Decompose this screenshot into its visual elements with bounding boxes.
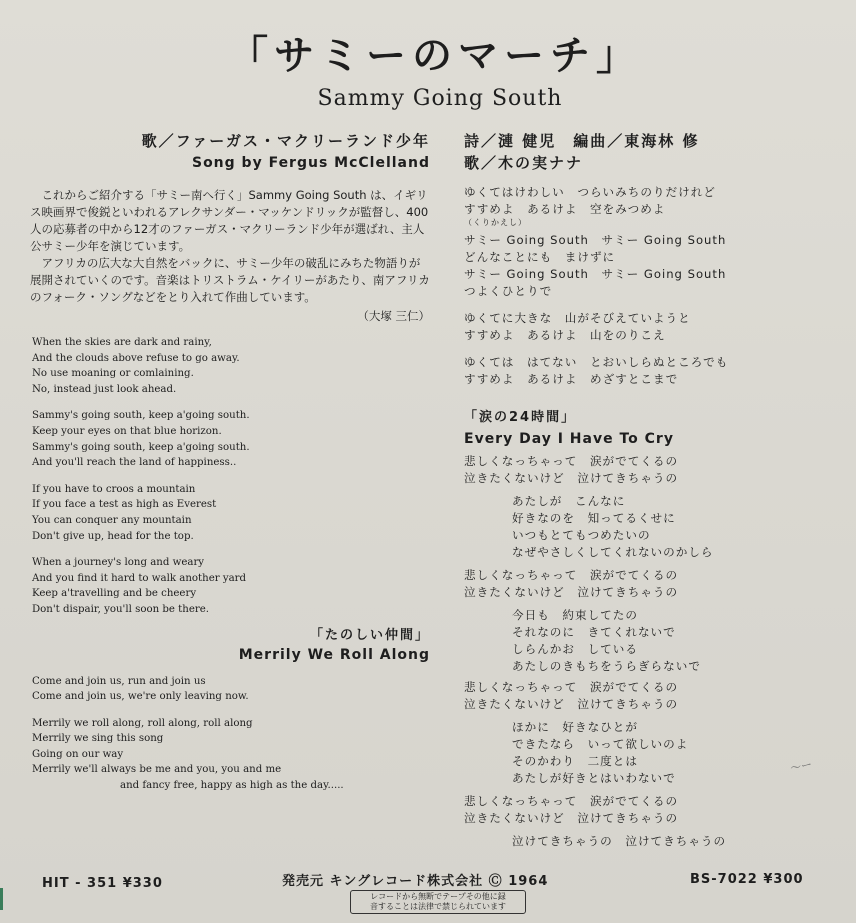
stanza — [464, 607, 834, 675]
notice-line: レコードから無断でテープその他に録 — [370, 892, 506, 901]
lyric-line: 泣きたくないけど 泣けてきちゃうの — [464, 697, 679, 711]
lyric-line: すすめよ あるけよ 山をのりこえ — [464, 328, 666, 342]
stanza — [464, 793, 834, 827]
copyright-notice — [350, 890, 526, 914]
song-title-every-day: Every Day I Have To Cry — [464, 431, 674, 447]
lyric-line: 泣けてきちゃうの 泣けてきちゃうの — [512, 834, 727, 848]
catalog-number-left: HIT - 351 ¥330 — [42, 876, 163, 891]
lyric-line: Merrily we'll always be me and you, you and me — [32, 764, 282, 776]
lyric-line: And you find it hard to walk another yard — [32, 572, 247, 584]
stanza — [464, 567, 834, 601]
lyric-line: しらんかお している — [512, 642, 638, 656]
lyric-line: Don't dispair, you'll soon be there. — [32, 603, 209, 615]
lyric-line: No use moaning or comlaining. — [32, 368, 194, 380]
lyric-line: Going on our way — [32, 748, 124, 760]
stanza — [32, 482, 430, 544]
lyricist-arranger-credit: 詩／漣 健児 編曲／東海林 修 — [464, 132, 700, 150]
intro-text — [30, 187, 430, 306]
lyric-line: あたしのきもちをうらぎらないで — [512, 659, 701, 673]
lyric-line: Sammy's going south, keep a'going south. — [32, 410, 250, 422]
lyric-line: 泣きたくないけど 泣けてきちゃうの — [464, 471, 679, 485]
stanza — [32, 335, 430, 397]
lyric-line: When a journey's long and weary — [32, 557, 205, 569]
stanza — [32, 555, 430, 617]
namida-lyrics — [464, 453, 834, 850]
stanza — [32, 674, 430, 705]
lyric-line: できたなら いって欲しいのよ — [512, 737, 689, 751]
lyric-line: If you face a test as high as Everest — [32, 499, 217, 511]
lyric-line: 悲しくなっちゃって 涙がでてくるの — [464, 454, 679, 468]
lyric-line: 悲しくなっちゃって 涙がでてくるの — [464, 680, 679, 694]
lyric-line: You can conquer any mountain — [32, 514, 192, 526]
repeat-note: （くりかえし） — [464, 218, 527, 227]
lyric-line: あたしが好きとはいわないで — [512, 771, 676, 785]
stanza — [464, 679, 834, 713]
lyric-line: 悲しくなっちゃって 涙がでてくるの — [464, 568, 679, 582]
notice-line: 音することは法律で禁じられています — [370, 902, 506, 911]
song-title-merrily: Merrily We Roll Along — [238, 646, 430, 663]
title-japanese: 「サミーのマーチ」 — [228, 33, 642, 79]
lyric-line: サミー Going South サミー Going South — [464, 233, 727, 247]
singer-credit: 歌／木の実ナナ — [464, 154, 584, 172]
lyric-line: 今日も 約束してたの — [512, 608, 638, 622]
merrily-lyrics — [32, 674, 430, 794]
lyric-line: No, instead just look ahead. — [32, 383, 177, 395]
lyric-line: and fancy free, happy as high as the day..... — [120, 780, 344, 792]
lyric-line: つよくひとりで — [464, 284, 553, 298]
lyric-line: Merrily we sing this song — [32, 733, 164, 745]
stanza — [464, 719, 834, 787]
lyric-line: Keep your eyes on that blue horizon. — [32, 425, 222, 437]
lyric-line: どんなことにも まけずに — [464, 250, 616, 264]
lyric-line: 泣きたくないけど 泣けてきちゃうの — [464, 811, 679, 825]
lyric-line: 悲しくなっちゃって 涙がでてくるの — [464, 794, 679, 808]
lyric-line: あたしが こんなに — [512, 494, 626, 508]
singer-credit-en: Song by Fergus McClelland — [191, 155, 430, 171]
stanza — [464, 184, 834, 228]
lyric-line: そのかわり 二度とは — [512, 754, 638, 768]
lyric-line: And the clouds above refuse to go away. — [32, 352, 240, 364]
lyric-line: Sammy's going south, keep a'going south. — [32, 441, 250, 453]
catalog-number-right: BS-7022 ¥300 — [690, 872, 804, 887]
song-title-namida: 「涙の24時間」 — [464, 410, 577, 425]
stanza — [464, 310, 834, 344]
lyric-line: ゆくてに大きな 山がそびえていようと — [464, 311, 691, 325]
left-column — [30, 130, 430, 794]
lyric-line: それなのに きてくれないで — [512, 625, 676, 639]
pencil-scribble: 〜ー — [788, 757, 814, 776]
title-english: Sammy Going South — [317, 86, 563, 111]
stanza — [464, 453, 834, 487]
lyric-line: 泣きたくないけど 泣けてきちゃうの — [464, 585, 679, 599]
stanza — [464, 833, 834, 850]
lyric-line: When the skies are dark and rainy, — [32, 337, 212, 348]
sammy-lyrics-japanese — [464, 184, 834, 388]
lyric-line: ゆくてはけわしい つらいみちのりだけれど — [464, 185, 716, 199]
lyric-line: サミー Going South サミー Going South — [464, 267, 727, 281]
lyric-line: すすめよ あるけよ めざすとこまで — [464, 372, 679, 386]
lyric-line: Don't give up, head for the top. — [32, 530, 194, 542]
right-column — [464, 130, 834, 850]
publisher: 発売元 キングレコード株式会社 Ⓒ 1964 — [282, 874, 549, 889]
lyric-line: すすめよ あるけよ 空をみつめよ — [464, 202, 666, 216]
lyric-line: Merrily we roll along, roll along, roll along — [32, 717, 253, 729]
intro-paragraph: これからご紹介する「サミー南へ行く」Sammy Going South は、イギリス映画界で俊鋭といわれるアレクサンダー・マッケンドリックが監督し、400 人の応募者の中から12才のファーガス・マクリーランド少年が選ばれ、主人公サミー少年を演じています。 — [30, 188, 429, 253]
song-title-tanoshii-nakama: 「たのしい仲間」 — [309, 627, 430, 643]
stanza — [464, 354, 834, 388]
lyric-line: Keep a'travelling and be cheery — [32, 588, 197, 600]
sammy-lyrics-english — [32, 335, 430, 618]
lyric-line: And you'll reach the land of happiness.. — [32, 457, 237, 469]
lyric-line: Come and join us, we're only leaving now. — [32, 691, 249, 703]
stanza — [464, 232, 834, 300]
lyric-line: 好きなのを 知ってるくせに — [512, 511, 676, 525]
lyric-line: Come and join us, run and join us — [32, 675, 206, 687]
edge-mark — [0, 888, 3, 910]
lyric-line: If you have to croos a mountain — [32, 483, 196, 495]
lyric-line: いつもとてもつめたいの — [512, 528, 651, 542]
stanza — [464, 493, 834, 561]
intro-paragraph: アフリカの広大な大自然をバックに、サミー少年の破乱にみちた物語りが展開されていくのです。音楽はトリストラム・ケイリーがあたり、南アフリカのフォーク・ソングなどをとり入れて作曲しています。 — [30, 256, 430, 304]
stanza — [32, 716, 430, 794]
lyric-line: ほかに 好きなひとが — [512, 720, 638, 734]
singer-credit-jp: 歌／ファーガス・マクリーランド少年 — [141, 132, 430, 150]
stanza — [32, 408, 430, 470]
lyric-line: ゆくては はてない とおいしらぬところでも — [464, 355, 729, 369]
intro-author: （大塚 三仁） — [357, 309, 430, 323]
lyric-line: なぜやさしくしてくれないのかしら — [512, 545, 714, 559]
